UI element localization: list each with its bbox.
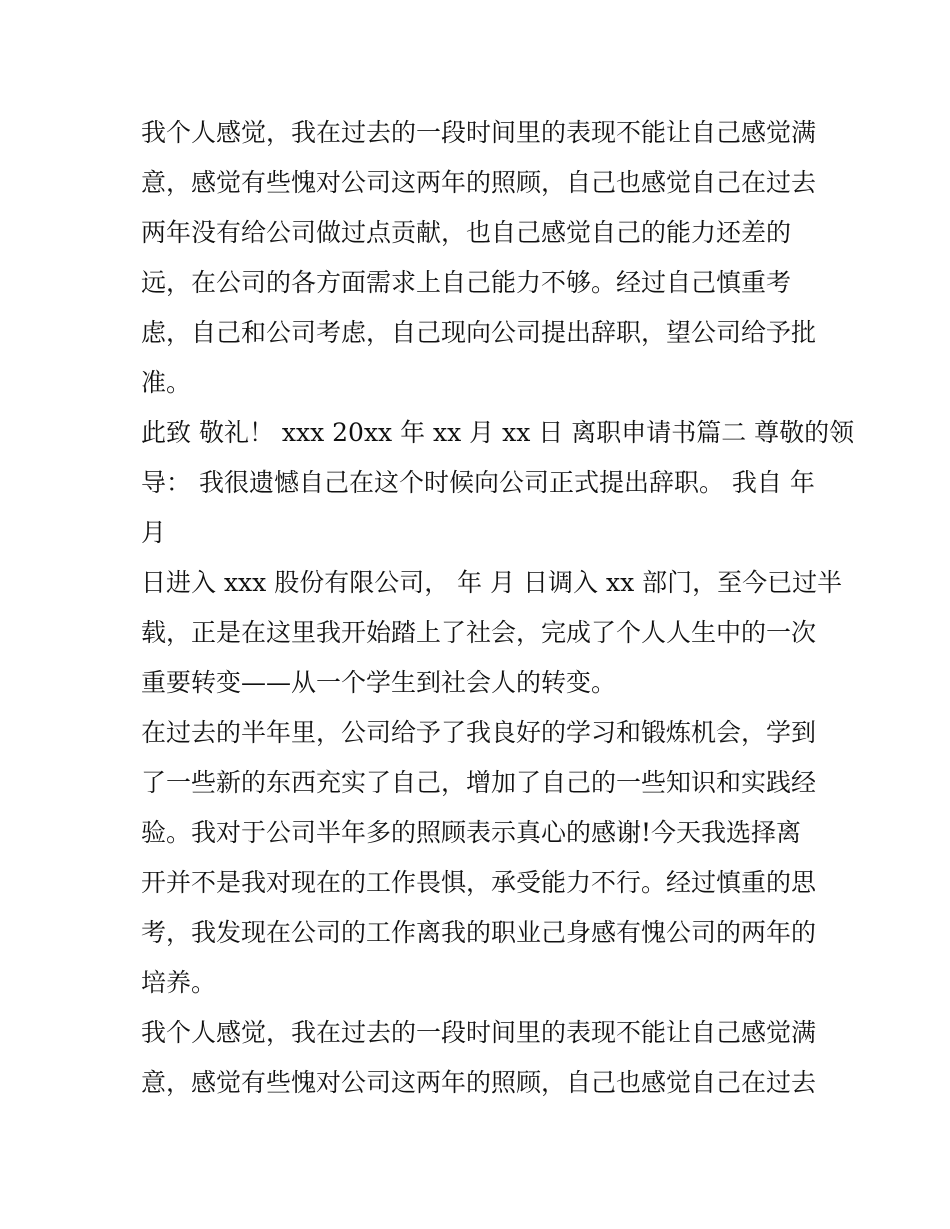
text-line: 开并不是我对现在的工作畏惧，承受能力不行。经过慎重的思 (141, 868, 817, 897)
text-line: 重要转变——从一个学生到社会人的转变。 (141, 668, 617, 697)
text-line: 了一些新的东西充实了自己，增加了自己的一些知识和实践经 (141, 768, 817, 797)
text-line: 导： 我很遗憾自己在这个时候向公司正式提出辞职。 我自 年 (141, 468, 815, 497)
text-line: 载，正是在这里我开始踏上了社会，完成了个人人生中的一次 (141, 618, 817, 647)
text-line: 月 (141, 518, 167, 547)
paragraph-2 (141, 408, 855, 558)
paragraph-3 (141, 558, 843, 708)
text-line: 培养。 (141, 968, 217, 997)
text-line: 意，感觉有些愧对公司这两年的照顾，自己也感觉自己在过去 (141, 1068, 817, 1097)
text-line: 虑，自己和公司考虑，自己现向公司提出辞职，望公司给予批 (141, 318, 817, 347)
text-line: 考，我发现在公司的工作离我的职业己身感有愧公司的两年的 (141, 918, 817, 947)
paragraph-4 (141, 708, 821, 1008)
paragraph-5 (141, 1008, 821, 1108)
text-line: 验。我对于公司半年多的照顾表示真心的感谢!今天我选择离 (141, 818, 802, 847)
text-line: 此致 敬礼！ xxx 20xx 年 xx 月 xx 日 离职申请书篇二 尊敬的领 (141, 418, 855, 447)
text-line: 在过去的半年里，公司给予了我良好的学习和锻炼机会，学到 (141, 718, 817, 747)
text-line: 意，感觉有些愧对公司这两年的照顾，自己也感觉自己在过去 (141, 168, 817, 197)
text-line: 远，在公司的各方面需求上自己能力不够。经过自己慎重考 (141, 268, 792, 297)
text-line: 两年没有给公司做过点贡献，也自己感觉自己的能力还差的 (141, 218, 792, 247)
text-line: 我个人感觉，我在过去的一段时间里的表现不能让自己感觉满 (141, 1018, 817, 1047)
text-line: 日进入 xxx 股份有限公司， 年 月 日调入 xx 部门，至今已过半 (141, 568, 843, 597)
text-line: 我个人感觉，我在过去的一段时间里的表现不能让自己感觉满 (141, 118, 817, 147)
text-line: 准。 (141, 368, 192, 397)
paragraph-1 (141, 108, 821, 408)
document-body (141, 108, 855, 1108)
